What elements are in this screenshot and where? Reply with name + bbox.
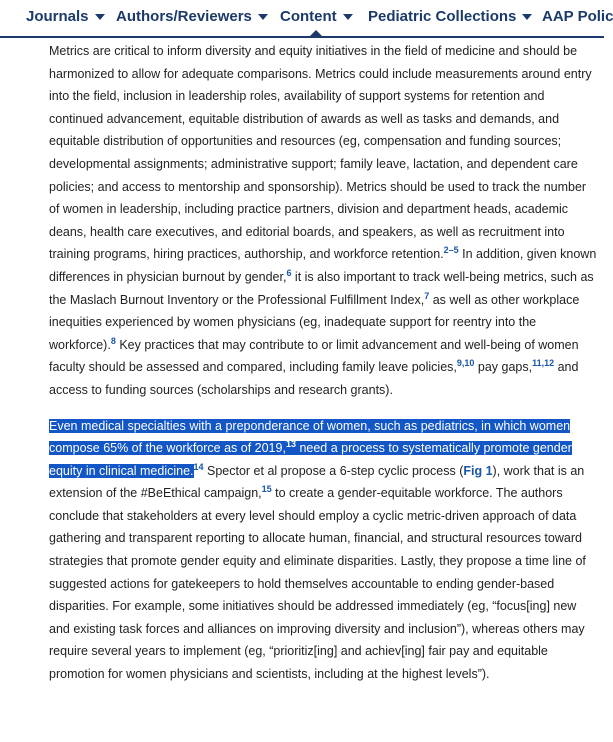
paragraph-text: and access to funding sources (scholarships and research grants). (49, 360, 579, 397)
reference-link[interactable]: 9,10 (456, 358, 475, 369)
article-body (49, 40, 597, 699)
reference-link[interactable]: 14 (193, 461, 204, 472)
chevron-down-icon (95, 14, 105, 20)
nav-pediatric-collections-label: Pediatric Collections (368, 8, 517, 25)
reference-link[interactable]: 6 (286, 267, 292, 278)
chevron-down-icon (258, 14, 268, 20)
paragraph-text: need a process to systematically promote gender equity in clinical medicine. (49, 441, 572, 478)
nav-content-label: Content (280, 8, 337, 25)
reference-link[interactable]: 7 (424, 290, 430, 301)
nav-aap-policy[interactable] (542, 8, 613, 25)
paragraph-text: Key practices that may contribute to or limit advancement and well-being of women faculty should be assessed and compared, including family leave policies, (49, 337, 579, 375)
reference-link[interactable]: 15 (261, 484, 272, 495)
paragraph-text: as well as other workplace inequities experienced by women physicians (eg, inadequate support for reentry into the workforce). (49, 292, 580, 352)
paragraph-text: Metrics are critical to inform diversity and equity initiatives in the field of medicine and should be harmonized to allow for adequate comparisons. Metrics could include measurements around entry into the field, inclusion in leadership roles, availability of support systems for retention and continued advancement, equitable distribution of awards as well as tasks and demands, and equitable distribution of opportunities and resources (eg, compensation and funding sources; developmental assignments; administrative support; family leave, lactation, and dependent care policies; and access to mentorship and sponsorship). Metrics should be used to track the number of women in leadership, including practice partners, division and department heads, academic deans, health care executives, and editorial boards, and speakers, as well as recruitment into training programs, hiring practices, authorship, and workforce retention. (49, 44, 592, 262)
nav-authors-reviewers-label: Authors/Reviewers (116, 8, 252, 25)
paragraph-text: to create a gender-equitable workforce. The authors conclude that stakeholders at every level should employ a cyclic metric-driven approach of data gathering and transparent reporting to allocate human, financial, and structural resources toward strategies that promote gender equity and eliminate disparities. Lastly, they propose a time line of suggested actions for gatekeepers to hold themselves accountable to ending gender-based disparities. For example, some initiatives should be addressed immediately (eg, “focus[ing] new and existing task forces and alliances on improving diversity and inclusion”), whereas others may require several years to implement (eg, “prioritiz[ing] and achiev[ing] fair pay and equitable promotion for women physicians and scientists, including at the highest levels”). (49, 486, 586, 682)
chevron-down-icon (522, 14, 532, 20)
nav-aap-policy-label: AAP Polic (542, 8, 613, 25)
active-tab-indicator (309, 30, 323, 37)
article-paragraph (49, 415, 597, 686)
reference-link[interactable]: 8 (110, 335, 116, 346)
reference-link[interactable]: 2–5 (443, 245, 459, 256)
paragraph-text: Even medical specialties with a preponderance of women, such as pediatrics, in which women compose 65% of the workforce as of 2019, (49, 418, 571, 456)
nav-pediatric-collections[interactable] (368, 8, 532, 25)
top-navigation (0, 0, 613, 38)
paragraph-text: it is also important to track well-being metrics, such as the Maslach Burnout Inventory or the Professional Fulfillment Index, (49, 269, 594, 307)
paragraph-text: In addition, given known differences in physician burnout by gender, (49, 247, 597, 284)
nav-journals-label: Journals (26, 8, 89, 25)
nav-authors-reviewers[interactable] (116, 8, 268, 25)
nav-content[interactable] (280, 8, 353, 25)
reference-link[interactable]: 11,12 (532, 358, 555, 369)
article-paragraph (49, 40, 597, 402)
reference-link[interactable]: 13 (285, 438, 296, 449)
nav-journals[interactable] (26, 8, 105, 25)
paragraph-text: Spector et al propose a 6-step cyclic process ( (203, 463, 464, 478)
paragraph-text: ), work that is an extension of the #BeEthical campaign, (49, 463, 585, 501)
chevron-down-icon (343, 14, 353, 20)
figure-link[interactable]: Fig 1 (463, 463, 493, 478)
paragraph-text: pay gaps, (474, 360, 533, 375)
